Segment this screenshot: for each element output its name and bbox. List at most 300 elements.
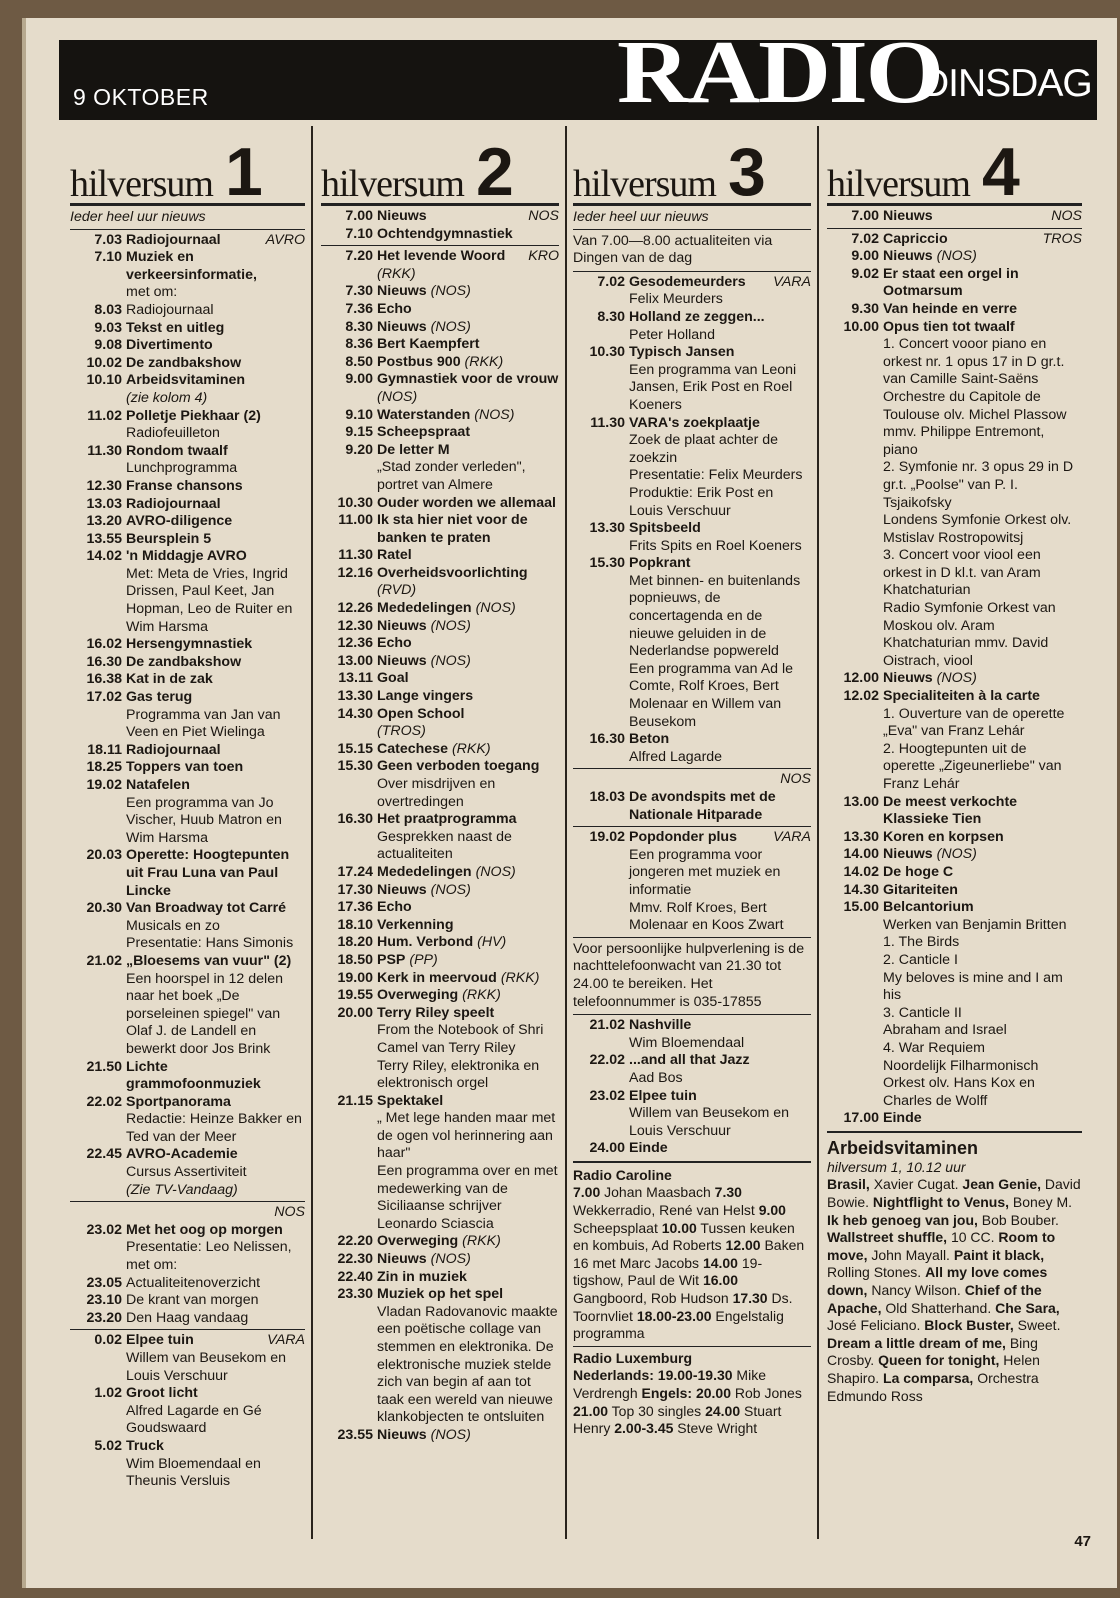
program-row xyxy=(70,548,305,566)
playlist-segment: Wallstreet shuffle, xyxy=(827,1229,948,1246)
program-title: Spitsbeeld xyxy=(629,520,701,537)
program-broadcaster: (RKK) xyxy=(451,740,491,757)
program-row xyxy=(70,689,305,707)
program-time: 9.08 xyxy=(94,337,122,354)
schedule-segment: 16.00 xyxy=(702,1272,738,1289)
program-row xyxy=(573,555,811,573)
program-title: Met het oog op morgen xyxy=(126,1221,283,1238)
header-date: 9 OKTOBER xyxy=(73,84,209,110)
program-time: 13.03 xyxy=(86,495,122,512)
playlist-segment: Che Sara, xyxy=(995,1299,1060,1316)
program-broadcaster: (NOS) xyxy=(936,248,977,265)
program-broadcaster: (NOS) xyxy=(475,863,516,880)
program-title: Beton xyxy=(629,731,670,748)
playlist-segment: Sweet. xyxy=(1013,1317,1061,1334)
program-entry xyxy=(377,670,559,688)
program-row xyxy=(827,829,1082,847)
program-row xyxy=(827,899,1082,917)
program-title: De avondspits met de Nationale Hitparade xyxy=(629,789,776,823)
news-note: Ieder heel uur nieuws xyxy=(573,208,811,230)
divider xyxy=(70,1329,305,1330)
program-time: 16.30 xyxy=(337,811,373,828)
program-title: Elpee tuin xyxy=(126,1332,194,1349)
program-row xyxy=(321,917,559,935)
feature-title: Arbeidsvitaminen xyxy=(827,1137,979,1158)
playlist-segment: Jean Genie, xyxy=(962,1176,1042,1193)
program-title: Natafelen xyxy=(126,777,190,793)
program-title: Bert Kaempfert xyxy=(377,336,480,353)
program-title: Beursplein 5 xyxy=(126,530,212,547)
program-description: 1. Concert vooor piano en orkest nr. 1 opus 17 in D gr.t. van Camille Saint-Saëns xyxy=(883,336,1065,388)
schedule-segment: Steve Wright xyxy=(673,1420,758,1437)
playlist-segment: Rolling Stones. xyxy=(827,1264,926,1281)
program-row xyxy=(70,1059,305,1094)
column-divider xyxy=(565,126,567,1539)
program-entry xyxy=(377,512,559,547)
program-description: Wim Bloemendaal en Theunis Versluis xyxy=(126,1455,261,1490)
station-block xyxy=(573,1349,811,1439)
program-row xyxy=(321,934,559,952)
program-entry xyxy=(377,407,559,425)
program-title: Nieuws xyxy=(883,248,933,265)
program-title: Muziek op het spel xyxy=(377,1286,504,1303)
program-time: 14.02 xyxy=(843,863,879,880)
program-row xyxy=(321,319,559,337)
program-entry xyxy=(377,354,559,372)
program-entry xyxy=(883,208,1082,226)
channel-heading xyxy=(321,128,559,210)
station-name: Radio Caroline xyxy=(573,1166,672,1183)
program-description: Londens Symfonie Orkest olv. Mstislav Rostropowitsj xyxy=(883,512,1072,546)
program-broadcaster: (RKK) xyxy=(462,987,501,1004)
program-description: Werken van Benjamin Britten xyxy=(883,916,1067,933)
program-time: 11.30 xyxy=(338,547,373,564)
program-title: Lichte grammofoonmuziek xyxy=(126,1058,261,1093)
program-title: Nieuws xyxy=(377,318,427,335)
program-time: 13.00 xyxy=(843,793,879,810)
program-time: 20.00 xyxy=(337,1004,373,1021)
program-broadcaster: (NOS) xyxy=(430,1251,471,1268)
program-title: Gitariteiten xyxy=(883,881,958,898)
program-row xyxy=(321,600,559,618)
program-entry xyxy=(126,636,305,654)
program-row xyxy=(827,208,1082,226)
program-time: 12.30 xyxy=(86,477,122,494)
program-time: 11.00 xyxy=(338,512,373,529)
program-time: 17.30 xyxy=(337,881,373,898)
program-description: Willem van Beusekom en Louis Verschuur xyxy=(629,1105,790,1139)
program-entry xyxy=(377,987,559,1005)
schedule-segment: 7.00 xyxy=(573,1184,601,1201)
program-title: Einde xyxy=(629,1140,668,1157)
program-title: Gymnastiek voor de vrouw xyxy=(377,371,559,388)
divider xyxy=(827,228,1082,229)
program-title: Van Broadway tot Carré xyxy=(126,900,287,917)
program-title: ...and all that Jazz xyxy=(629,1052,750,1069)
program-row xyxy=(827,864,1082,882)
playlist-segment: Helen Shapiro. xyxy=(827,1352,1040,1386)
program-title: Tekst en uitleg xyxy=(126,319,225,336)
program-time: 9.03 xyxy=(94,319,122,336)
program-title: Gesodemeurders xyxy=(629,273,746,290)
program-row xyxy=(573,1052,811,1070)
program-time: 9.00 xyxy=(851,248,879,265)
program-entry xyxy=(883,248,1082,266)
program-title: Specialiteiten à la carte xyxy=(883,688,1040,705)
program-description: 4. War Requiem xyxy=(883,1039,985,1056)
divider xyxy=(573,1346,811,1347)
program-description: Met: Meta de Vries, Ingrid Drissen, Paul Keet, Jan Hopman, Leo de Ruiter en Wim Harsma xyxy=(126,565,293,635)
program-time: 11.30 xyxy=(590,414,625,431)
program-row xyxy=(321,547,559,565)
program-entry xyxy=(377,1093,559,1111)
page-number: 47 xyxy=(1074,1533,1091,1550)
program-entry xyxy=(377,283,559,301)
program-title: Nashville xyxy=(629,1017,692,1034)
program-time: 1.02 xyxy=(94,1385,122,1402)
program-time: 18.25 xyxy=(86,759,122,776)
program-row xyxy=(321,1269,559,1287)
program-row xyxy=(321,706,559,724)
program-entry xyxy=(377,226,559,244)
program-description: Presentatie: Felix Meurders xyxy=(629,467,803,484)
program-row xyxy=(573,1140,811,1158)
program-title: Nieuws xyxy=(377,1426,427,1443)
program-row xyxy=(70,1094,305,1112)
program-entry xyxy=(377,1005,559,1023)
channel-heading xyxy=(573,128,811,210)
program-entry xyxy=(377,970,559,988)
divider xyxy=(573,271,811,272)
program-entry xyxy=(883,231,1082,249)
program-row xyxy=(827,670,1082,688)
program-time: 21.50 xyxy=(86,1058,122,1075)
playlist-segment: Block Buster, xyxy=(924,1317,1014,1334)
program-description: Produktie: Erik Post en Louis Verschuur xyxy=(629,484,774,519)
program-description: Musicals en zo xyxy=(126,917,220,934)
program-entry xyxy=(883,688,1082,706)
program-row xyxy=(321,618,559,636)
program-entry xyxy=(377,301,559,319)
program-row xyxy=(573,731,811,749)
program-time: 7.00 xyxy=(851,208,879,224)
program-time: 9.15 xyxy=(345,424,373,441)
schedule-segment: 12.00 xyxy=(725,1237,761,1254)
program-entry xyxy=(377,424,559,442)
program-description: 2. Hoogtepunten uit de operette „Zigeunerliebe" van Franz Lehár xyxy=(883,740,1062,792)
program-entry xyxy=(126,1310,305,1328)
playlist-segment: Xavier Cugat. xyxy=(869,1176,963,1193)
program-row xyxy=(321,1286,559,1304)
playlist-segment: Orchestra Edmundo Ross xyxy=(827,1370,1039,1404)
magazine-page xyxy=(22,18,1117,1588)
program-description: Een programma van Ad le Comte, Rolf Kroes, Bert Molenaar en Willem van Beusekom xyxy=(629,660,794,730)
program-row xyxy=(321,970,559,988)
program-title: Ratel xyxy=(377,547,412,564)
program-time: 18.10 xyxy=(337,916,373,933)
program-row xyxy=(70,777,305,795)
program-title: De letter M xyxy=(377,441,450,458)
program-time: 10.00 xyxy=(843,318,879,335)
divider xyxy=(573,1161,811,1163)
program-row xyxy=(573,520,811,538)
program-title: Opus tien tot twaalf xyxy=(883,318,1015,335)
playlist-segment: Paint it black, xyxy=(953,1246,1045,1263)
program-row xyxy=(321,882,559,900)
program-time: 7.00 xyxy=(345,208,373,224)
program-row xyxy=(70,531,305,549)
program-title: PSP xyxy=(377,951,406,968)
program-broadcaster: (HV) xyxy=(477,934,507,951)
program-description: Een programma voor jongeren met muziek en informatie xyxy=(629,846,781,898)
program-entry xyxy=(883,846,1082,864)
broadcaster-tag: TROS xyxy=(1042,230,1082,247)
program-description: Willem van Beusekom en Louis Verschuur xyxy=(126,1350,287,1384)
program-entry xyxy=(126,742,305,760)
program-entry xyxy=(377,442,559,460)
program-time: 23.55 xyxy=(337,1426,373,1443)
program-entry xyxy=(883,899,1082,917)
program-description: (zie kolom 4) xyxy=(126,389,208,406)
program-row xyxy=(70,232,305,250)
program-time: 21.15 xyxy=(337,1092,373,1109)
program-title: Nieuws xyxy=(883,670,933,687)
program-entry xyxy=(377,1427,559,1445)
program-entry xyxy=(126,1438,305,1456)
program-title: Belcantorium xyxy=(883,899,974,916)
station-schedule xyxy=(573,1367,811,1437)
program-entry xyxy=(377,1233,559,1251)
program-row xyxy=(70,478,305,496)
program-time: 23.05 xyxy=(86,1274,122,1291)
program-entry xyxy=(883,301,1082,319)
program-time: 12.16 xyxy=(337,564,373,581)
program-entry xyxy=(126,759,305,777)
program-description: Programma van Jan van Veen en Piet Wielinga xyxy=(126,706,281,741)
program-title: Nieuws xyxy=(377,652,427,669)
program-entry xyxy=(126,1059,305,1094)
program-entry xyxy=(883,829,1082,847)
program-time: 8.36 xyxy=(345,336,373,353)
program-time: 19.02 xyxy=(86,777,122,793)
program-time: 16.02 xyxy=(86,636,122,653)
program-entry xyxy=(377,653,559,671)
program-row xyxy=(573,344,811,362)
playlist-segment: Ik heb genoeg van jou, xyxy=(827,1211,978,1228)
schedule-segment: Tussen keuken en kombuis, Ad Roberts xyxy=(573,1219,795,1254)
program-title: Echo xyxy=(377,635,412,652)
program-entry xyxy=(629,520,811,538)
program-title: Kerk in meervoud xyxy=(377,969,497,986)
program-time: 13.00 xyxy=(337,652,373,669)
program-row xyxy=(827,248,1082,266)
broadcaster-tag: NOS xyxy=(528,208,559,224)
program-title: Sportpanorama xyxy=(126,1093,231,1110)
program-title: Koren en korpsen xyxy=(883,828,1004,845)
program-description: Gesprekken naast de actualiteiten xyxy=(377,828,512,863)
program-time: 9.10 xyxy=(345,406,373,423)
program-time: 20.30 xyxy=(86,900,122,917)
program-time: 15.00 xyxy=(843,899,879,916)
program-description: Cursus Assertiviteit xyxy=(126,1164,247,1181)
schedule-segment: 7.30 xyxy=(714,1184,742,1201)
divider xyxy=(827,1131,1082,1133)
program-time: 21.02 xyxy=(589,1017,625,1034)
program-broadcaster: (RKK) xyxy=(464,353,504,370)
program-time: 22.45 xyxy=(86,1146,122,1163)
program-title: 'n Middagje AVRO xyxy=(126,548,247,565)
program-title: Capriccio xyxy=(883,230,948,247)
program-entry xyxy=(126,1094,305,1112)
program-time: 19.55 xyxy=(337,987,373,1004)
playlist-segment: 10 CC. xyxy=(947,1229,999,1246)
program-description: 1. The Birds xyxy=(883,934,960,951)
program-time: 16.30 xyxy=(86,653,122,670)
program-row xyxy=(70,320,305,338)
column-hilversum-3 xyxy=(573,128,811,1548)
program-title: Franse chansons xyxy=(126,477,243,494)
program-entry xyxy=(629,1088,811,1106)
program-title: De zandbakshow xyxy=(126,653,242,670)
program-title: Van heinde en verre xyxy=(883,300,1018,317)
channel-number: 1 xyxy=(224,133,263,210)
program-entry xyxy=(629,344,811,362)
program-row xyxy=(321,495,559,513)
broadcaster-tag: AVRO xyxy=(265,231,305,248)
program-entry xyxy=(377,319,559,337)
program-title: Einde xyxy=(883,1110,922,1127)
program-entry xyxy=(126,232,305,250)
program-row xyxy=(321,1251,559,1269)
broadcaster-tag: KRO xyxy=(528,248,559,265)
divider xyxy=(573,768,811,769)
header-radio-title: RADIO xyxy=(617,23,942,122)
program-title: Postbus 900 xyxy=(377,353,461,370)
column-hilversum-1 xyxy=(70,128,305,1548)
playlist-segment: Brasil, xyxy=(827,1176,870,1193)
program-entry xyxy=(377,952,559,970)
program-title: Het praatprogramma xyxy=(377,811,517,828)
page-header xyxy=(59,23,1097,122)
program-text: Den Haag vandaag xyxy=(126,1309,249,1326)
program-entry xyxy=(377,371,559,406)
program-title: Kat in de zak xyxy=(126,671,213,688)
program-description: (Zie TV-Vandaag) xyxy=(126,1181,238,1198)
program-title: Radiojournaal xyxy=(126,741,221,758)
schedule-segment: Engels: 20.00 xyxy=(641,1385,731,1401)
schedule-segment: Engelstalig programma xyxy=(573,1307,784,1342)
program-entry xyxy=(377,336,559,354)
program-row xyxy=(321,987,559,1005)
program-row xyxy=(321,301,559,319)
playlist-segment: La comparsa, xyxy=(883,1370,974,1386)
program-time: 10.10 xyxy=(86,372,122,389)
playlist-segment: Queen for tonight, xyxy=(878,1352,1000,1369)
program-title: De meest verkochte Klassieke Tien xyxy=(883,793,1018,828)
program-row xyxy=(321,653,559,671)
program-title: Popdonder plus xyxy=(629,829,737,846)
feature-playlist xyxy=(827,1176,1082,1405)
column-divider xyxy=(311,126,313,1539)
program-description: 3. Canticle II xyxy=(883,1004,962,1021)
program-title: VARA's zoekplaatje xyxy=(629,414,760,431)
program-title: Echo xyxy=(377,899,412,916)
schedule-segment: Mike Verdrengh xyxy=(573,1367,766,1401)
program-time: 24.00 xyxy=(589,1140,625,1157)
program-description: Alfred Lagarde en Gé Goudswaard xyxy=(126,1402,262,1437)
program-row xyxy=(70,1385,305,1403)
program-broadcaster: (NOS) xyxy=(430,283,471,300)
program-time: 7.10 xyxy=(345,225,373,242)
program-time: 22.40 xyxy=(337,1268,373,1285)
program-time: 18.50 xyxy=(337,951,373,968)
program-title: Waterstanden xyxy=(377,406,471,423)
program-row xyxy=(70,443,305,461)
program-time: 12.26 xyxy=(337,600,373,617)
program-description: Noordelijk Filharmonisch Orkest olv. Hans Kox en Charles de Wolff xyxy=(883,1057,1039,1109)
program-entry xyxy=(377,1286,559,1304)
program-entry xyxy=(629,1140,811,1158)
program-entry xyxy=(377,547,559,565)
program-description: „Stad zonder verleden", portret van Almere xyxy=(377,459,526,493)
program-entry xyxy=(126,355,305,373)
program-time: 13.20 xyxy=(86,513,122,530)
station-name: Radio Luxemburg xyxy=(573,1349,693,1366)
program-row xyxy=(70,249,305,284)
program-entry xyxy=(883,794,1082,829)
program-entry xyxy=(377,1269,559,1287)
program-time: 7.20 xyxy=(345,248,373,265)
program-title: De zandbakshow xyxy=(126,354,242,371)
playlist-segment: Bob Bouber. xyxy=(977,1211,1059,1228)
program-time: 14.02 xyxy=(86,548,122,565)
program-row xyxy=(70,1438,305,1456)
program-broadcaster: (NOS) xyxy=(430,881,471,898)
schedule-segment: 21.00 xyxy=(573,1402,609,1419)
program-entry xyxy=(126,337,305,355)
station-block xyxy=(573,1166,811,1344)
program-time: 8.50 xyxy=(345,353,373,370)
program-title: Nieuws xyxy=(883,846,933,863)
channel-name: hilversum xyxy=(573,163,716,205)
column-divider xyxy=(817,126,819,1539)
program-time: 13.30 xyxy=(589,520,625,537)
program-broadcaster: (NOS) xyxy=(474,406,515,423)
program-broadcaster: (NOS) xyxy=(430,617,471,634)
program-entry xyxy=(629,309,811,327)
divider xyxy=(573,937,811,938)
program-time: 12.02 xyxy=(843,688,879,705)
program-entry xyxy=(629,731,811,749)
divider xyxy=(321,245,559,246)
program-entry xyxy=(377,934,559,952)
schedule-segment: 19-tigshow, Paul de Wit xyxy=(573,1254,763,1289)
program-time: 12.00 xyxy=(843,670,879,687)
program-entry xyxy=(126,1332,305,1350)
program-description: Met binnen- en buitenlands popnieuws, de concertagenda en de nieuwe geluiden in de Nederlandse popwereld xyxy=(629,572,801,660)
program-entry xyxy=(377,864,559,882)
program-title: Arbeidsvitaminen xyxy=(126,372,246,389)
playlist-segment: All my love comes down, xyxy=(827,1264,1048,1299)
program-row xyxy=(321,407,559,425)
program-description: My beloves is mine and I am his xyxy=(883,969,1063,1004)
program-row xyxy=(321,952,559,970)
program-entry xyxy=(126,953,305,971)
program-row xyxy=(70,759,305,777)
schedule-segment: 18.00-23.00 xyxy=(636,1307,712,1324)
broadcaster-tag: VARA xyxy=(267,1332,305,1349)
program-description: 1. Ouverture van de operette „Eva" van Franz Lehár xyxy=(883,705,1065,740)
